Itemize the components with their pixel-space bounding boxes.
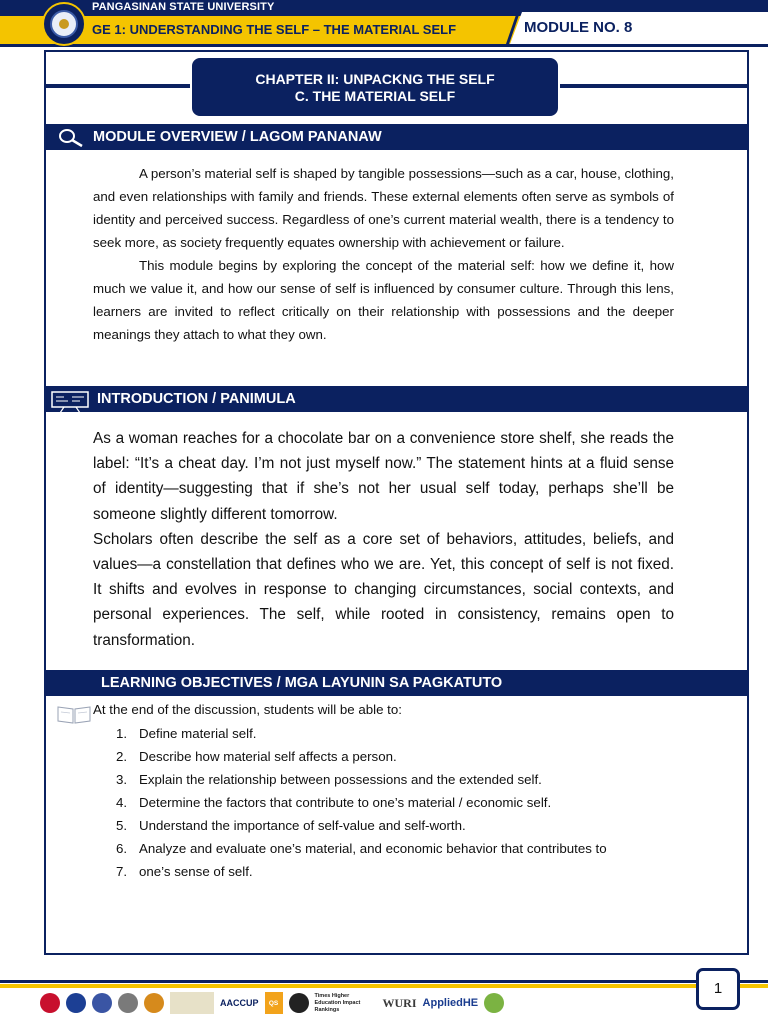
introduction-heading-bar [46,386,747,412]
objective-item [116,745,607,768]
magnifier-icon [58,128,84,148]
objective-text: one’s sense of self. [139,864,253,879]
asean-logo-icon [66,993,86,1013]
course-title: GE 1: UNDERSTANDING THE SELF – THE MATERIAL SELF [92,22,457,37]
objective-text: Analyze and evaluate one’s material, and economic behavior that contributes to [139,841,607,856]
objective-item [116,768,607,791]
page-number: 1 [696,968,740,1010]
module-number: MODULE NO. 8 [524,19,633,36]
objective-number: 4. [116,795,128,810]
objective-item [116,837,607,860]
chapter-title: CHAPTER II: UNPACKNG THE SELF [255,71,495,87]
introduction-paragraph-2: Scholars often describe the self as a core set of behaviors, attitudes, beliefs, and values—a constellation that defines who we are. Yet, this concept of self is not fixed. It shifts and evolves in response to changing circumstances, social contexts, and personal experiences. The self, while rooted in consistency, remains open to transformation. [93,530,674,649]
objective-number: 5. [116,818,128,833]
bagong-pilipinas-logo-icon [40,993,60,1013]
iso-logo-icon [118,993,138,1013]
objective-number: 6. [116,841,128,856]
footer-gold-line [0,984,768,988]
qs-logo: QS [265,992,283,1014]
objective-text: Explain the relationship between possessions and the extended self. [139,772,542,787]
objectives-lead: At the end of the discussion, students will be able to: [93,702,402,717]
appliedhe-logo: AppliedHE [422,997,479,1009]
the-impact-logo: Times Higher Education Impact Rankings [314,992,361,1013]
introduction-paragraph-1: As a woman reaches for a chocolate bar on a convenience store shelf, she reads the label: “It’s a cheat day. I’m not just myself now.” The statement hints at a fluid sense of identity—suggesting that if she’s not her usual self today, perhaps she’ll be someone slightly different tomorrow. [93,430,674,523]
objective-number: 3. [116,772,128,787]
introduction-heading: INTRODUCTION / PANIMULA [97,391,296,407]
overview-heading: MODULE OVERVIEW / LAGOM PANANAW [93,129,382,145]
university-seal-icon [42,2,86,46]
objectives-list [116,722,607,883]
overview-heading-bar [46,124,747,150]
overview-paragraph-2: This module begins by exploring the concept of the material self: how we define it, how much we value it, and how our sense of self is influenced by consumer culture. Through this lens, learners are invited to reflect critically on their relationship with possessions and the deeper meanings they attach to what they own. [93,258,674,342]
objective-number: 2. [116,749,128,764]
presentation-board-icon [50,389,90,413]
objective-number: 1. [116,726,128,741]
ched-logo-icon [92,993,112,1013]
objective-number: 7. [116,864,128,879]
wuri-logo: WURI [382,995,417,1010]
objective-item [116,814,607,837]
certification-badge-icon [170,992,214,1014]
objectives-heading-bar [46,670,747,696]
objective-text: Describe how material self affects a person. [139,749,397,764]
open-book-icon [56,704,92,724]
objective-text: Understand the importance of self-value and self-worth. [139,818,466,833]
objective-item [116,722,607,745]
introduction-text [93,426,674,653]
aaccup-logo: AACCUP [220,998,259,1008]
objective-item [116,791,607,814]
objective-text: Determine the factors that contribute to one’s material / economic self. [139,795,552,810]
seal-logo-icon [144,993,164,1013]
accreditation-logos [40,990,504,1016]
chapter-subtitle: C. THE MATERIAL SELF [294,88,456,104]
objectives-heading: LEARNING OBJECTIVES / MGA LAYUNIN SA PAGKATUTO [101,675,503,691]
overview-paragraph-1: A person’s material self is shaped by tangible possessions—such as a car, house, clothing, and even relationships with family and friends. These external elements often serve as symbols of identity and perceived success. Regardless of one’s current material wealth, there is a tendency to seek more, as society frequently equates ownership with achievement or failure. [93,166,674,250]
header-bottom-line [0,44,768,47]
university-name: PANGASINAN STATE UNIVERSITY [92,1,275,13]
green-metric-logo-icon [484,993,504,1013]
objective-item [116,860,607,883]
chapter-title-box [190,56,560,118]
overview-text [93,162,674,346]
objective-text: Define material self. [139,726,257,741]
footer-navy-line [0,980,768,983]
rating-seal-icon [289,993,309,1013]
